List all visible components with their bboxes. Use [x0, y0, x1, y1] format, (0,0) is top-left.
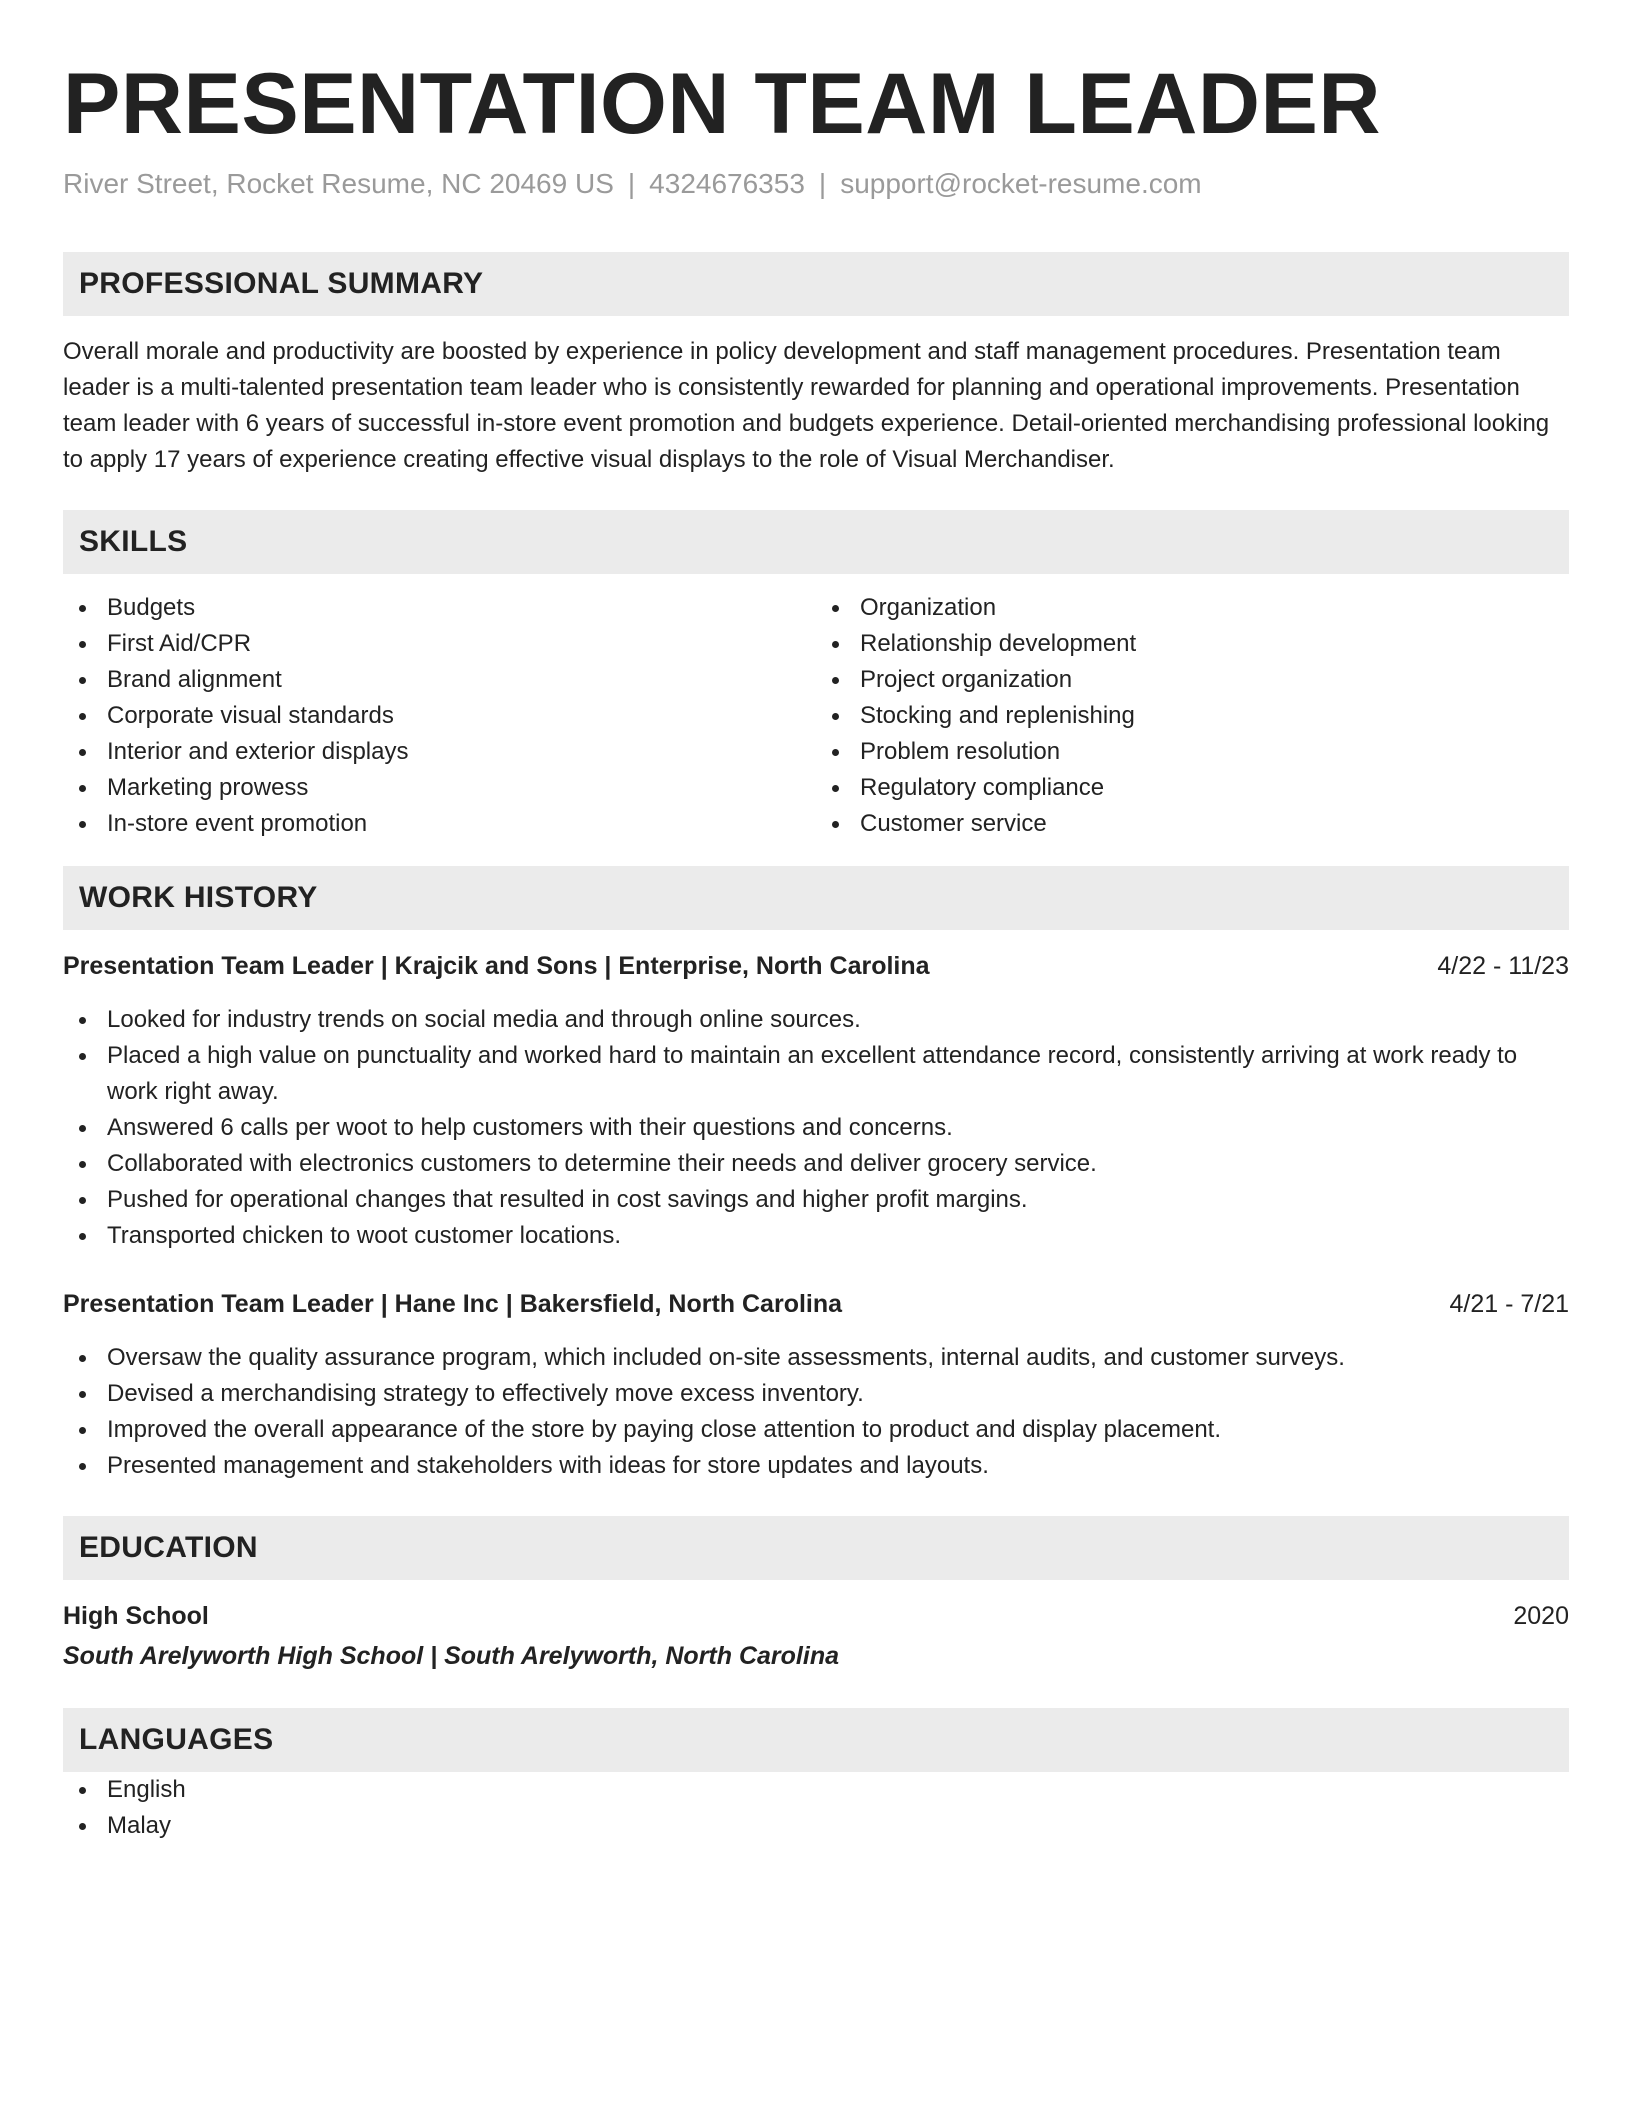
section-header-languages: LANGUAGES: [63, 1708, 1569, 1772]
skill-item: First Aid/CPR: [63, 626, 816, 662]
summary-text: Overall morale and productivity are boosted by experience in policy development and staff management procedures. Presentation team leader is a multi-talented presentation team leader who is consistently rewarded for planning and operational improvements. Presentation team leader with 6 years of successful in-store event promotion and budgets experience. Detail-oriented merchandising professional looking to apply 17 years of experience creating effective visual displays to the role of Visual Merchandiser.: [63, 338, 1550, 473]
job-bullets: [63, 1002, 1569, 1254]
section-header-work-history: WORK HISTORY: [63, 866, 1569, 930]
languages-list: [63, 1772, 1569, 1844]
skill-item: Corporate visual standards: [63, 698, 816, 734]
job-bullet: Improved the overall appearance of the store by paying close attention to product and display placement.: [63, 1412, 1569, 1448]
job-bullet: Looked for industry trends on social media and through online sources.: [63, 1002, 1569, 1038]
skills-grid: [63, 590, 1569, 842]
contact-separator: |: [627, 168, 636, 199]
candidate-name: PRESENTATION TEAM LEADER: [63, 56, 1381, 152]
job-bullet: Transported chicken to woot customer locations.: [63, 1218, 1569, 1254]
contact-email: support@rocket-resume.com: [840, 168, 1202, 199]
skill-item: Marketing prowess: [63, 770, 816, 806]
job-bullet: Placed a high value on punctuality and worked hard to maintain an excellent attendance record, consistently arriving at work ready to work right away.: [63, 1038, 1569, 1110]
job-dates: 4/22 - 11/23: [1437, 952, 1569, 980]
skill-item: Stocking and replenishing: [816, 698, 1569, 734]
contact-address: River Street, Rocket Resume, NC 20469 US: [63, 168, 614, 199]
education-school: South Arelyworth High School | South Arelyworth, North Carolina: [63, 1642, 839, 1670]
skills-column-left: [63, 590, 816, 842]
job-dates: 4/21 - 7/21: [1449, 1290, 1569, 1318]
job-title: Presentation Team Leader | Krajcik and Sons | Enterprise, North Carolina: [63, 952, 930, 980]
job-bullet: Pushed for operational changes that resulted in cost savings and higher profit margins.: [63, 1182, 1569, 1218]
job-entry: [63, 948, 1569, 1254]
skill-item: Relationship development: [816, 626, 1569, 662]
job-bullet: Collaborated with electronics customers to determine their needs and deliver grocery service.: [63, 1146, 1569, 1182]
skill-item: In-store event promotion: [63, 806, 816, 842]
job-bullet: Oversaw the quality assurance program, which included on-site assessments, internal audits, and customer surveys.: [63, 1340, 1569, 1376]
skill-item: Regulatory compliance: [816, 770, 1569, 806]
job-bullets: [63, 1340, 1569, 1484]
skill-item: Customer service: [816, 806, 1569, 842]
language-item: Malay: [63, 1808, 1569, 1844]
job-bullet: Devised a merchandising strategy to effectively move excess inventory.: [63, 1376, 1569, 1412]
contact-separator: |: [818, 168, 827, 199]
skill-item: Project organization: [816, 662, 1569, 698]
skill-item: Organization: [816, 590, 1569, 626]
section-header-skills: SKILLS: [63, 510, 1569, 574]
language-item: English: [63, 1772, 1569, 1808]
contact-line: [63, 166, 1569, 202]
education-entry: [63, 1598, 1569, 1674]
education-year: 2020: [1513, 1602, 1569, 1630]
skill-item: Interior and exterior displays: [63, 734, 816, 770]
job-bullet: Presented management and stakeholders with ideas for store updates and layouts.: [63, 1448, 1569, 1484]
contact-phone: 4324676353: [649, 168, 805, 199]
section-header-summary: PROFESSIONAL SUMMARY: [63, 252, 1569, 316]
skill-item: Budgets: [63, 590, 816, 626]
job-title: Presentation Team Leader | Hane Inc | Bakersfield, North Carolina: [63, 1290, 843, 1318]
job-entry: [63, 1286, 1569, 1484]
skill-item: Brand alignment: [63, 662, 816, 698]
job-header: [63, 948, 1569, 984]
section-header-education: EDUCATION: [63, 1516, 1569, 1580]
skill-item: Problem resolution: [816, 734, 1569, 770]
job-header: [63, 1286, 1569, 1322]
education-degree: High School: [63, 1602, 209, 1630]
education-header: [63, 1598, 1569, 1634]
skills-column-right: [816, 590, 1569, 842]
job-bullet: Answered 6 calls per woot to help customers with their questions and concerns.: [63, 1110, 1569, 1146]
